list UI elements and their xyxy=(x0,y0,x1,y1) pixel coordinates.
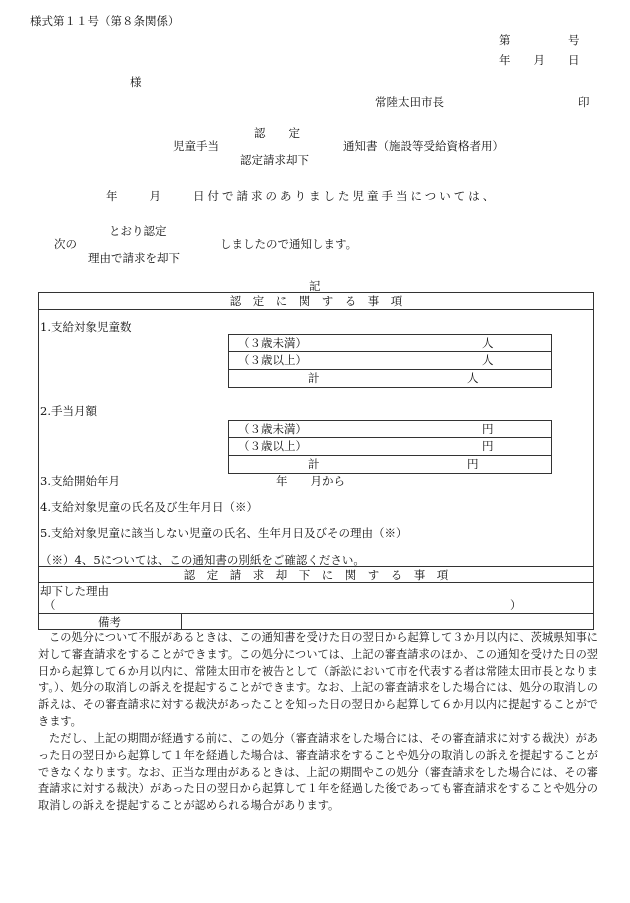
divider xyxy=(228,455,552,456)
item1-label: 1.支給対象児童数 xyxy=(40,320,132,334)
section1-heading: 認 定 に 関 す る 事 項 xyxy=(229,294,403,308)
remarks-label: 備考 xyxy=(98,615,121,629)
reject-reason-label: 却下した理由 xyxy=(40,584,109,598)
notice-paragraph-2: ただし、上記の期間が経過する前に、この処分（審査請求をした場合には、その審査請求に対する裁決）があった日の翌日から起算して１年を経過した場合は、審査請求をすることや処分の取消しの訴えを提起することができなくなります。なお、正当な理由があるときは、上記の期間やこの処分（審査請求をした場合には、その審査請求に対する裁決）があった日の翌日から起算して１年を経過した後であっても審査請求をすることや処分の取消しの訴えを提起することが認められる場合があります。 xyxy=(38,732,598,813)
amount-row-under3-unit: 円 xyxy=(482,422,494,436)
item2-label: 2.手当月額 xyxy=(40,404,97,418)
reject-reason-paren-open: （ xyxy=(44,598,56,612)
intro-suffix: しましたので通知します。 xyxy=(220,237,358,251)
divider xyxy=(38,566,594,567)
title-option-approve: 認 定 xyxy=(254,126,300,140)
count-row-under3-unit: 人 xyxy=(482,336,494,350)
issuer-name: 常陸太田市長 xyxy=(375,95,444,109)
divider xyxy=(38,613,594,614)
intro-option-reject: 理由で請求を却下 xyxy=(88,251,180,265)
count-row-over3-unit: 人 xyxy=(482,353,494,367)
item5-label: 5.支給対象児童に該当しない児童の氏名、生年月日及びその理由（※） xyxy=(40,526,408,540)
seal-mark: 印 xyxy=(578,95,590,109)
amount-total-label: 計 xyxy=(308,457,320,471)
divider xyxy=(38,582,594,583)
amount-row-under3-label: （３歳未満） xyxy=(238,422,307,436)
intro-line: 年 月 日付で請求のありました児童手当については、 xyxy=(106,189,498,203)
form-id: 様式第１１号（第８条関係） xyxy=(30,14,180,28)
divider xyxy=(228,351,552,352)
count-total-label: 計 xyxy=(308,371,320,385)
count-row-over3-label: （３歳以上） xyxy=(238,353,307,367)
title-prefix: 児童手当 xyxy=(173,139,219,153)
amount-row-over3-unit: 円 xyxy=(482,439,494,453)
item3-label: 3.支給開始年月 xyxy=(40,474,120,488)
item-note: （※）4、5については、この通知書の別紙をご確認ください。 xyxy=(40,553,365,567)
ki-label: 記 xyxy=(309,279,321,293)
intro-option-approve: とおり認定 xyxy=(109,224,167,238)
issue-date: 年 月 日 xyxy=(499,53,580,67)
amount-total-unit: 円 xyxy=(467,457,479,471)
section2-heading: 認 定 請 求 却 下 に 関 す る 事 項 xyxy=(183,568,449,582)
divider xyxy=(228,437,552,438)
count-total-unit: 人 xyxy=(467,371,479,385)
addressee-suffix: 様 xyxy=(130,75,142,89)
intro-prefix: 次の xyxy=(54,237,77,251)
item3-value: 年 月から xyxy=(276,474,345,488)
divider xyxy=(38,309,594,310)
amount-row-over3-label: （３歳以上） xyxy=(238,439,307,453)
document-number: 第 号 xyxy=(499,33,580,47)
notice-paragraph-1: この処分について不服があるときは、この通知書を受けた日の翌日から起算して３か月以内に、茨城県知事に対して審査請求をすることができます。この処分については、上記の審査請求のほか、この通知を受けた日の翌日から起算して６か月以内に、常陸太田市を被告として（訴訟において市を代表する者は常陸太田市長となります。）、処分の取消しの訴えを提起することができます。なお、上記の審査請求をした場合には、処分の取消しの訴えは、その審査請求に対する裁決があったことを知った日の翌日から起算して６か月以内に提起することができます。 xyxy=(38,631,598,728)
title-suffix: 通知書（施設等受給資格者用） xyxy=(343,139,504,153)
item4-label: 4.支給対象児童の氏名及び生年月日（※） xyxy=(40,500,258,514)
title-option-reject: 認定請求却下 xyxy=(240,153,309,167)
reject-reason-paren-close: ） xyxy=(510,598,522,612)
divider xyxy=(228,369,552,370)
count-row-under3-label: （３歳未満） xyxy=(238,336,307,350)
divider xyxy=(181,613,182,630)
